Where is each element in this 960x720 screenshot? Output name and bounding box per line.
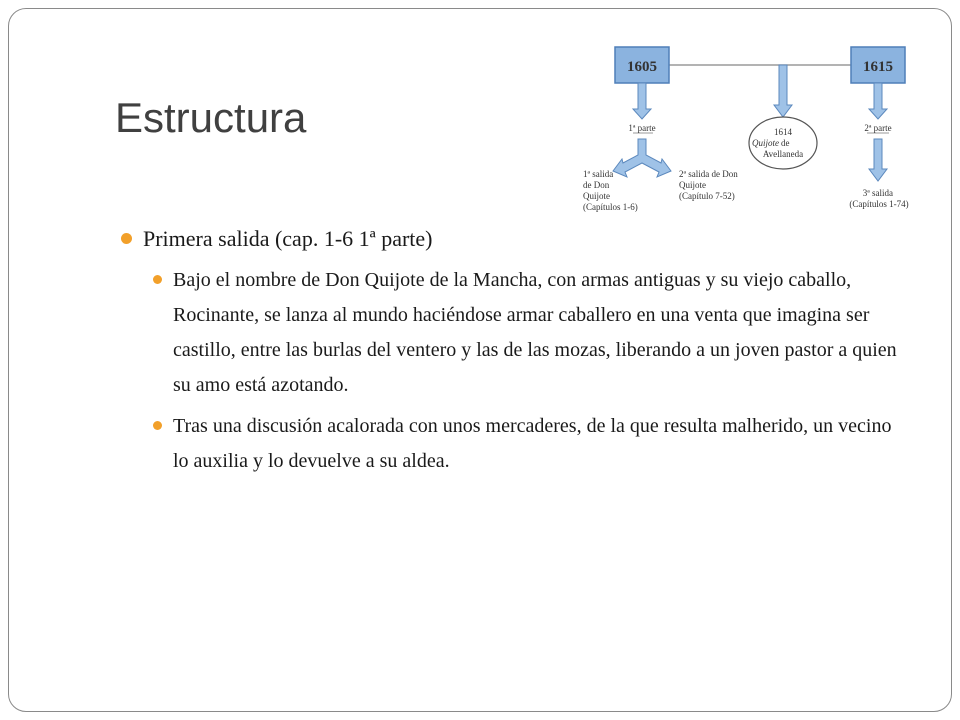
- circle-avellaneda: Avellaneda: [762, 149, 804, 159]
- salida1-line: Quijote: [583, 191, 610, 201]
- bullet-dot-icon: [121, 233, 132, 244]
- bullet-level2: [153, 263, 911, 403]
- year-box-1615-label: 1615: [863, 59, 893, 75]
- bullet-dot-icon: [153, 275, 162, 284]
- arrow-down-1605-icon: [633, 83, 651, 119]
- bullet-level1-text: Primera salida (cap. 1-6 1ª parte): [143, 226, 433, 251]
- circle-quijote: Quijote: [752, 138, 779, 148]
- timeline-diagram-svg: [567, 39, 941, 223]
- slide-title: Estructura: [115, 94, 307, 141]
- arrow-down-center-icon: [774, 65, 792, 117]
- salida3-text: [849, 188, 908, 209]
- salida2-line: Quijote: [679, 180, 706, 190]
- salida1-text: [583, 169, 638, 212]
- slide-content: [121, 221, 911, 479]
- fork-arrow-icon: [613, 139, 671, 177]
- salida3-line: (Capítulos 1-74): [849, 199, 909, 209]
- bullet-level2: [153, 409, 911, 479]
- salida2-line: 2ª salida de Don: [679, 169, 738, 179]
- arrow-down-tercera-icon: [869, 139, 887, 181]
- arrow-down-1615-icon: [869, 83, 887, 119]
- bullet-dot-icon: [153, 421, 162, 430]
- salida2-text: [679, 169, 740, 201]
- label-primera-parte: 1ª parte: [628, 123, 656, 133]
- year-box-1605-label: 1605: [627, 59, 657, 75]
- salida1-line: (Capítulos 1-6): [583, 202, 638, 212]
- salida1-line: 1ª salida: [583, 169, 614, 179]
- label-segunda-parte: 2ª parte: [864, 123, 892, 133]
- bullet-level2-text: Bajo el nombre de Don Quijote de la Mancha, con armas antiguas y su viejo caballo, Rocinante, se lanza al mundo haciéndose armar caballero en una venta que imagina ser castillo, entre las burlas del ventero y las de las mozas, liberando a un joven pastor a quien su amo está azotando.: [173, 269, 897, 396]
- timeline-diagram: [567, 39, 941, 223]
- salida1-line: de Don: [583, 180, 610, 190]
- bullet-level1: [121, 221, 911, 257]
- circle-year: 1614: [774, 127, 792, 137]
- salida3-line: 3ª salida: [862, 188, 893, 198]
- slide: [8, 8, 952, 712]
- bullet-level2-text: Tras una discusión acalorada con unos mercaderes, de la que resulta malherido, un vecino lo auxilia y lo devuelve a su aldea.: [173, 415, 892, 472]
- salida2-line: (Capítulo 7-52): [679, 191, 735, 201]
- circle-de: de: [781, 138, 790, 148]
